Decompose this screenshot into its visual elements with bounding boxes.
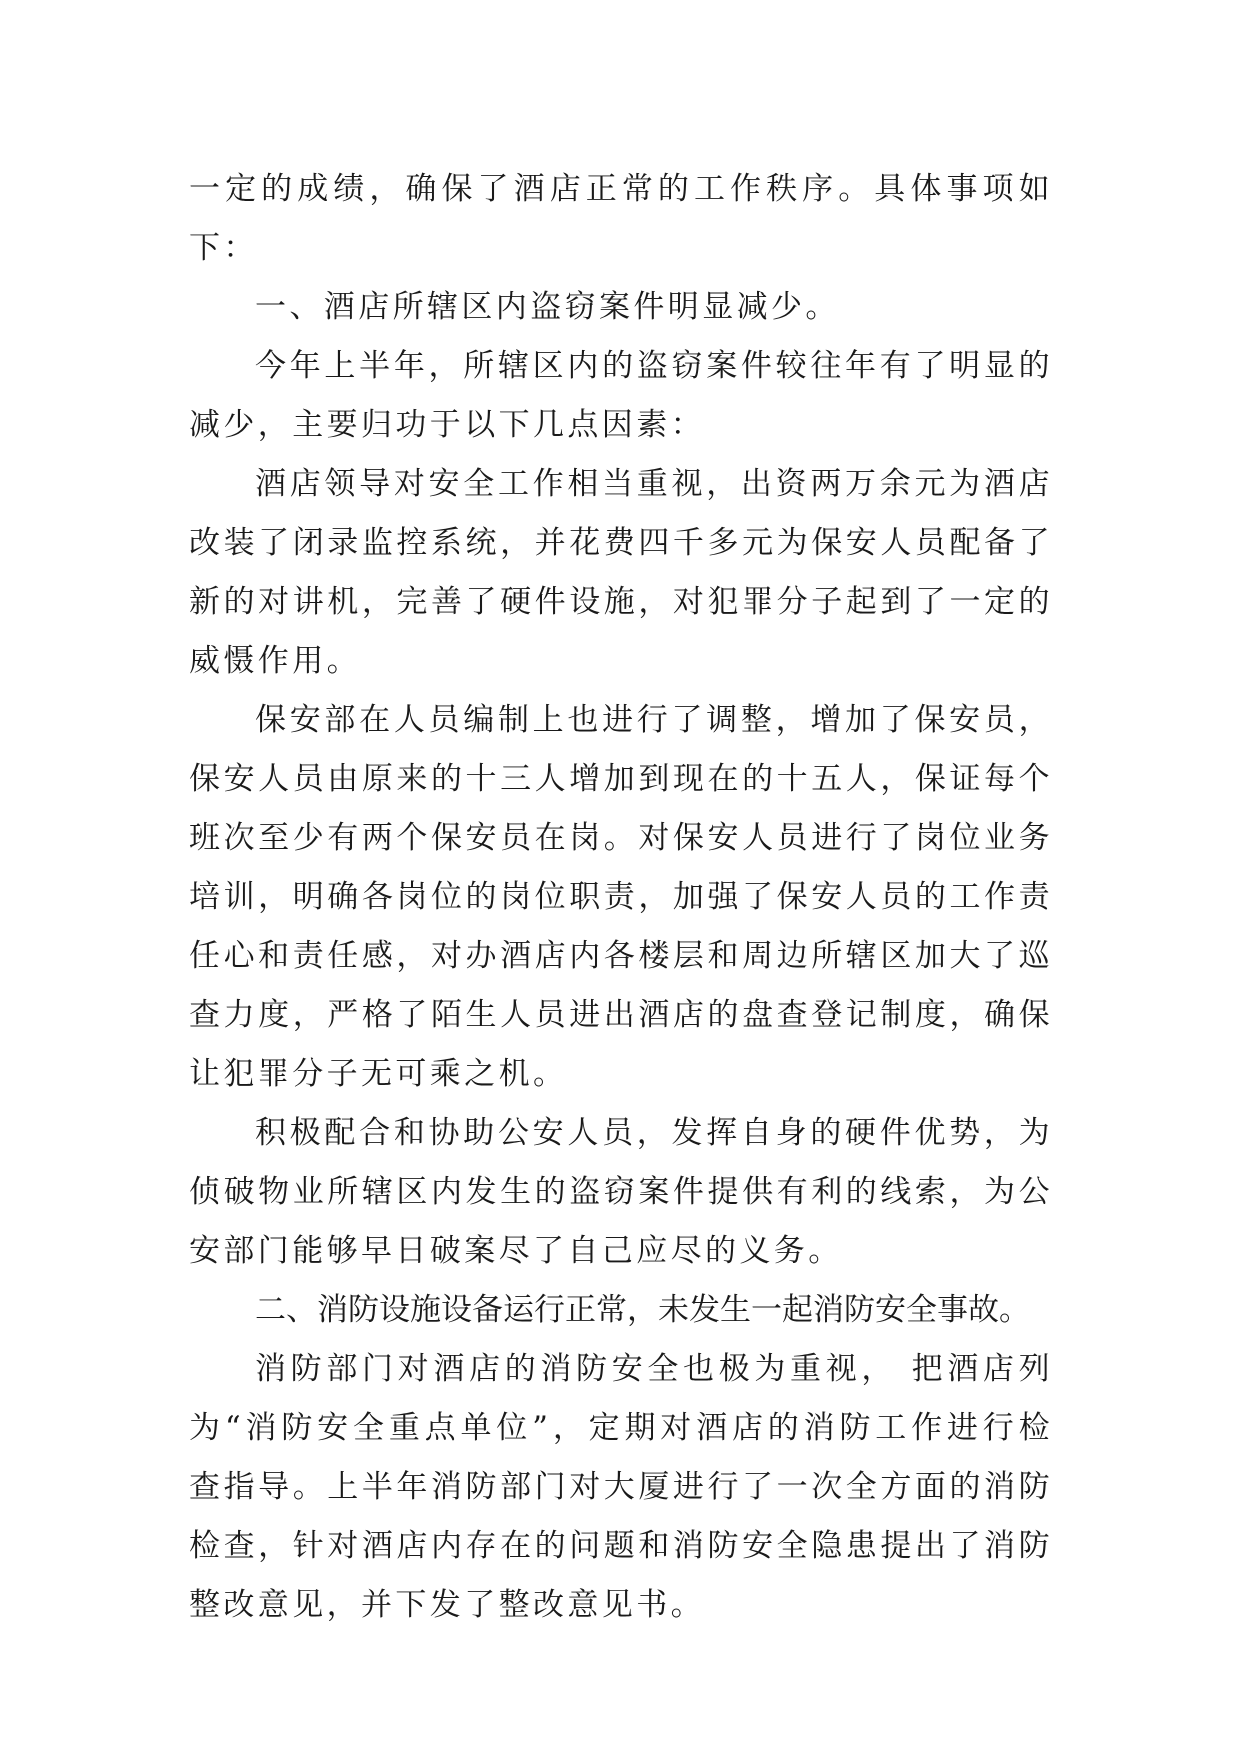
section-heading-1: 一、酒店所辖区内盗窃案件明显减少。 bbox=[255, 289, 840, 325]
section-heading-2: 二、消防设施设备运行正常，未发生一起消防安全事故。 bbox=[255, 1292, 1030, 1328]
paragraph-theft-summary: 今年上半年，所辖区内的盗窃案件较往年有了明显的减少，主要归功于以下几点因素： bbox=[189, 348, 1053, 443]
paragraph-staffing: 保安部在人员编制上也进行了调整，增加了保安员，保安人员由原来的十三人增加到现在的十五人，保证每个班次至少有两个保安员在岗。对保安人员进行了岗位业务培训，明确各岗位的岗位职责，加强了保安人员的工作责任心和责任感，对办酒店内各楼层和周边所辖区加大了巡查力度，严格了陌生人员进出酒店的盘查登记制度，确保让犯罪分子无可乘之机。 bbox=[189, 702, 1053, 1092]
paragraph-monitoring: 酒店领导对安全工作相当重视，出资两万余元为酒店改装了闭录监控系统，并花费四千多元为保安人员配备了新的对讲机，完善了硬件设施，对犯罪分子起到了一定的威慑作用。 bbox=[189, 466, 1053, 679]
paragraph-intro: 一定的成绩，确保了酒店正常的工作秩序。具体事项如下： bbox=[189, 171, 1053, 266]
paragraph-police-cooperation: 积极配合和协助公安人员，发挥自身的硬件优势，为侦破物业所辖区内发生的盗窃案件提供有利的线索，为公安部门能够早日破案尽了自己应尽的义务。 bbox=[189, 1115, 1053, 1269]
paragraph-fire-safety: 消防部门对酒店的消防安全也极为重视， 把酒店列为“消防安全重点单位”，定期对酒店的消防工作进行检查指导。上半年消防部门对大厦进行了一次全方面的消防检查，针对酒店内存在的问题和消防安全隐患提出了消防整改意见，并下发了整改意见书。 bbox=[189, 1351, 1053, 1623]
document-body bbox=[189, 160, 1053, 1635]
